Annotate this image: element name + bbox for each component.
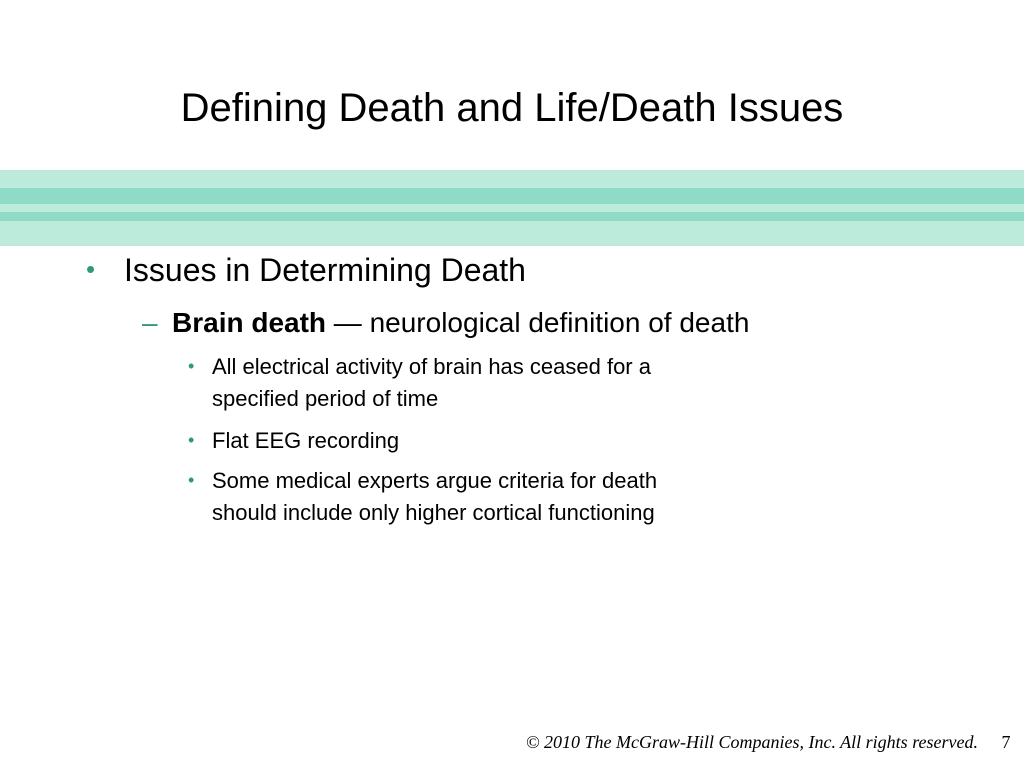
- decorative-band: [0, 170, 1024, 188]
- bullet-level3-item: [188, 424, 828, 457]
- bullet-level2: [142, 304, 749, 342]
- slide-title: Defining Death and Life/Death Issues: [180, 86, 844, 130]
- dash-icon: –: [142, 307, 158, 338]
- bullet-level3-item: [188, 464, 828, 529]
- bullet-level1-text: Issues in Determining Death: [124, 252, 526, 288]
- bullet-icon: •: [188, 470, 195, 490]
- bullet-level3-item: [188, 350, 828, 415]
- copyright-footer: © 2010 The McGraw-Hill Companies, Inc. All rights reserved.: [525, 732, 978, 752]
- decorative-band: [0, 188, 1024, 204]
- brain-death-definition: — neurological definition of death: [326, 307, 750, 338]
- bullet-icon: •: [86, 254, 96, 284]
- brain-death-term: Brain death: [172, 307, 327, 338]
- decorative-band: [0, 212, 1024, 221]
- bullet-level3-text: Flat EEG recording: [212, 428, 400, 453]
- decorative-band: [0, 221, 1024, 246]
- page-number: 7: [1001, 732, 1011, 752]
- bullet-level1: [86, 248, 526, 291]
- decorative-band: [0, 204, 1024, 212]
- bullet-level3-text-continued: specified period of time: [212, 386, 439, 411]
- bullet-level3-text: Some medical experts argue criteria for death: [212, 468, 658, 493]
- bullet-icon: •: [188, 430, 195, 450]
- bullet-level3-text: All electrical activity of brain has ceased for a: [212, 354, 651, 379]
- bullet-level3-text-continued: should include only higher cortical functioning: [212, 500, 655, 525]
- bullet-icon: •: [188, 356, 195, 376]
